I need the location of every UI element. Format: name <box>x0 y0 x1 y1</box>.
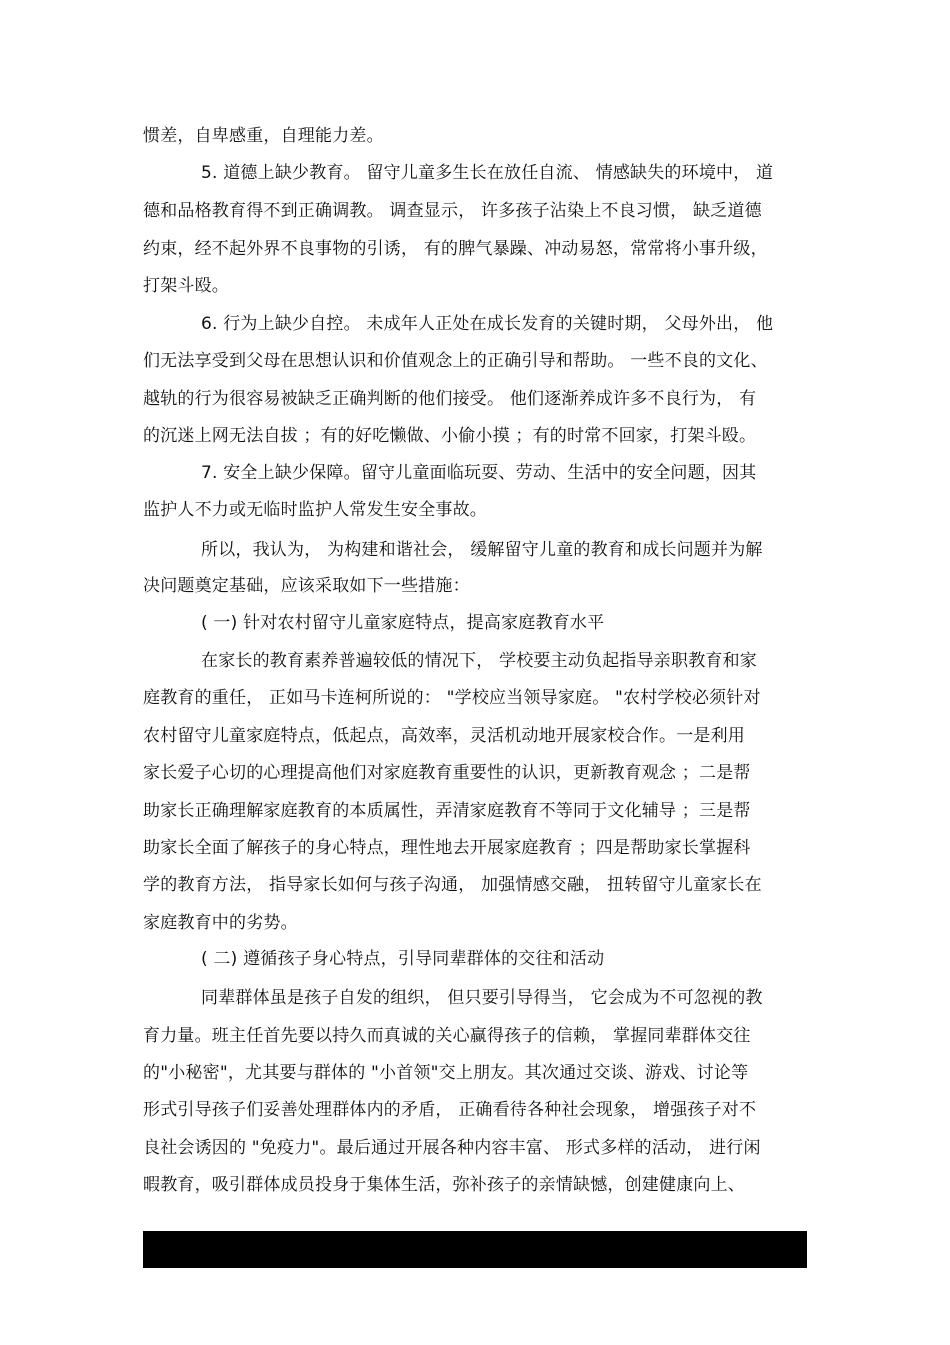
text-line: 农村留守儿童家庭特点，低起点，高效率，灵活机动地开展家校合作。一是利用 <box>143 726 745 746</box>
text-line: 同辈群体虽是孩子自发的组织， 但只要引导得当， 它会成为不可忽视的教 <box>201 988 763 1008</box>
section-heading: ( 二) 遵循孩子身心特点，引导同辈群体的交往和活动 <box>201 949 605 969</box>
text-line: 德和品格教育得不到正确调教。 调查显示， 许多孩子沾染上不良习惯， 缺乏道德 <box>143 201 762 221</box>
text-line: 良社会诱因的 "免疫力"。最后通过开展各种内容丰富、 形式多样的活动， 进行闲 <box>143 1138 761 1158</box>
section-heading: ( 一) 针对农村留守儿童家庭特点，提高家庭教育水平 <box>201 613 605 633</box>
text-line: 助家长正确理解家庭教育的本质属性，弄清家庭教育不等同于文化辅导 ；三是帮 <box>143 801 751 821</box>
text-line: 5. 道德上缺少教育。 留守儿童多生长在放任自流、 情感缺失的环境中， 道 <box>201 163 774 183</box>
text-line: 庭教育的重任， 正如马卡连柯所说的： "学校应当领导家庭。 "农村学校必须针对 <box>143 688 761 708</box>
text-line: 家长爱子心切的心理提高他们对家庭教育重要性的认识，更新教育观念 ；二是帮 <box>143 763 751 783</box>
text-line: 助家长全面了解孩子的身心特点，理性地去开展家庭教育 ；四是帮助家长掌握科 <box>143 838 751 858</box>
text-line: 们无法享受到父母在思想认识和价值观念上的正确引导和帮助。 一些不良的文化、 <box>143 351 768 371</box>
text-line: 7. 安全上缺少保障。留守儿童面临玩耍、劳动、生活中的安全问题，因其 <box>201 463 757 483</box>
text-line: 惯差，自卑感重，自理能力差。 <box>143 126 384 146</box>
text-line: 6. 行为上缺少自控。 未成年人正处在成长发育的关键时期， 父母外出， 他 <box>201 314 774 334</box>
text-line: 的"小秘密"，尤其要与群体的 "小首领"交上朋友。其次通过交谈、游戏、讨论等 <box>143 1063 749 1083</box>
text-line: 约束，经不起外界不良事物的引诱， 有的脾气暴躁、冲动易怒，常常将小事升级， <box>143 239 768 259</box>
text-line: 越轨的行为很容易被缺乏正确判断的他们接受。 他们逐渐养成许多不良行为， 有 <box>143 389 757 409</box>
text-line: 监护人不力或无临时监护人常发生安全事故。 <box>143 500 487 520</box>
text-line: 在家长的教育素养普遍较低的情况下， 学校要主动负起指导亲职教育和家 <box>201 651 758 671</box>
text-line: 形式引导孩子们妥善处理群体内的矛盾， 正确看待各种社会现象， 增强孩子对不 <box>143 1100 757 1120</box>
text-line: 的沉迷上网无法自拔 ；有的好吃懒做、小偷小摸 ；有的时常不回家，打架斗殴。 <box>143 426 757 446</box>
text-line: 学的教育方法， 指导家长如何与孩子沟通， 加强情感交融， 扭转留守儿童家长在 <box>143 875 762 895</box>
text-line: 育力量。班主任首先要以持久而真诚的关心赢得孩子的信赖， 掌握同辈群体交往 <box>143 1026 751 1046</box>
text-line: 决问题奠定基础，应该采取如下一些措施： <box>143 576 470 596</box>
footer-bar <box>143 1231 807 1268</box>
text-line: 打架斗殴。 <box>143 276 229 296</box>
text-line: 所以，我认为， 为构建和谐社会， 缓解留守儿童的教育和成长问题并为解 <box>201 540 763 560</box>
text-line: 暇教育，吸引群体成员投身于集体生活，弥补孩子的亲情缺憾，创建健康向上、 <box>143 1175 745 1195</box>
text-line: 家庭教育中的劣势。 <box>143 913 298 933</box>
